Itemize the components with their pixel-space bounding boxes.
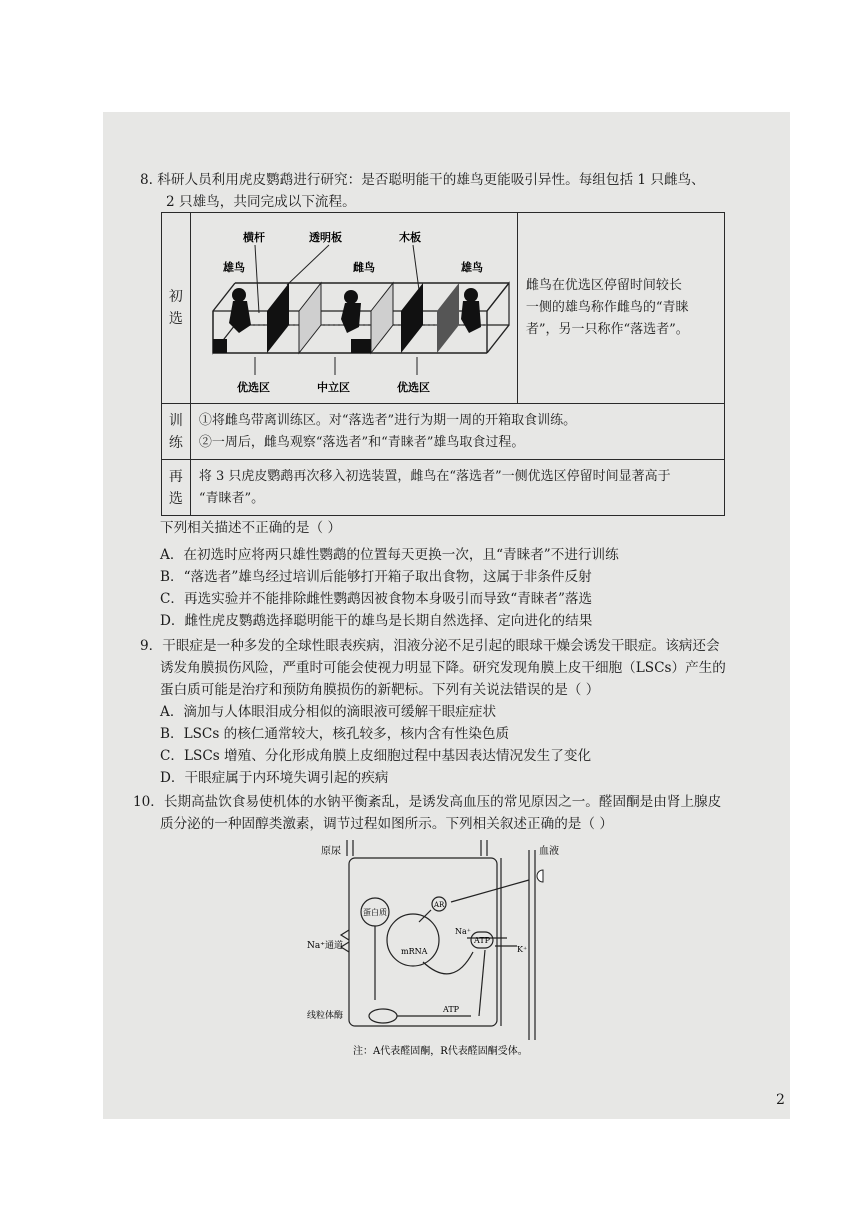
training-description: ①将雌鸟带离训练区。对“落选者”进行为期一周的开箱取食训练。 ②一周后，雌鸟观察“落选者”和“青睐者”雄鸟取食过程。 xyxy=(190,404,724,460)
label-male-left: 雄鸟 xyxy=(222,261,245,274)
stage-initial-selection: 初 选 xyxy=(162,213,191,404)
q9-stem-line2: 诱发角膜损伤风险，严重时可能会使视力明显下降。研究发现角膜上皮干细胞（LSCs）产生的 xyxy=(160,660,726,676)
label-atp-arrow: ATP xyxy=(443,1005,460,1014)
q8-stem-line1: 8. 科研人员利用虎皮鹦鹉进行研究：是否聪明能干的雄鸟更能吸引异性。每组包括 1 只雌鸟、 xyxy=(140,172,705,188)
label-urine: 原尿 xyxy=(321,846,341,857)
label-atp-pump: ATP xyxy=(474,936,491,945)
q8-stem-line2: 2 只雄鸟，共同完成以下流程。 xyxy=(166,194,356,210)
stage-training: 训 练 xyxy=(162,404,191,460)
label-male-right: 雄鸟 xyxy=(460,261,483,274)
reselection-description: 将 3 只虎皮鹦鹉再次移入初选装置，雌鸟在“落选者”一侧优选区停留时间显著高于 “青睐者”。 xyxy=(190,460,724,516)
exam-page xyxy=(103,112,790,1119)
q9-option-c: C．LSCs 增殖、分化形成角膜上皮细胞过程中基因表达情况发生了变化 xyxy=(160,748,592,764)
q10-stem-line2: 质分泌的一种固醇类激素，调节过程如图所示。下列相关叙述正确的是（ ） xyxy=(160,816,613,832)
q9-stem-line3: 蛋白质可能是治疗和预防角膜损伤的新靶标。下列有关说法错误的是（ ） xyxy=(160,682,600,698)
page-number: 2 xyxy=(776,1092,785,1108)
label-mrna: mRNA xyxy=(401,947,428,956)
q9-option-a: A．滴加与人体眼泪成分相似的滴眼液可缓解干眼症症状 xyxy=(160,704,497,720)
q8-option-b: B．“落选者”雄鸟经过培训后能够打开箱子取出食物，这属于非条件反射 xyxy=(160,569,592,585)
q8-option-a: A．在初选时应将两只雄性鹦鹉的位置每天更换一次，且“青睐者”不进行训练 xyxy=(160,547,619,563)
q9-option-b: B．LSCs 的核仁通常较大，核孔较多，核内含有性染色质 xyxy=(160,726,510,742)
stage-reselection: 再 选 xyxy=(162,460,191,516)
diagram-note: 注：A代表醛固酮，R代表醛固酮受体。 xyxy=(353,1046,528,1057)
label-wood-board: 木板 xyxy=(398,231,421,244)
label-preferred-zone-right: 优选区 xyxy=(396,381,430,394)
q8-option-c: C．再选实验并不能排除雌性鹦鹉因被食物本身吸引而导致“青睐者”落选 xyxy=(160,591,593,607)
label-na-channel: Na⁺通道 xyxy=(307,941,343,951)
aldosterone-diagram xyxy=(303,840,583,1060)
bird-apparatus-diagram xyxy=(190,213,517,404)
q8-option-d: D．雌性虎皮鹦鹉选择聪明能干的雄鸟是长期自然选择、定向进化的结果 xyxy=(160,613,593,629)
label-k-ion: K⁺ xyxy=(517,945,528,954)
label-neutral-zone: 中立区 xyxy=(316,381,350,394)
label-preferred-zone-left: 优选区 xyxy=(236,381,270,394)
label-blood: 血液 xyxy=(539,846,559,857)
label-mitochondrial-enzyme: 线粒体酶 xyxy=(307,1011,344,1021)
initial-selection-description: 雌鸟在优选区停留时间较长 一侧的雄鸟称作雌鸟的“青睐 者”，另一只称作“落选者”。 xyxy=(517,213,724,404)
label-perch: 横杆 xyxy=(242,231,265,244)
q9-stem-line1: 9．干眼症是一种多发的全球性眼表疾病，泪液分泌不足引起的眼球干燥会诱发干眼症。该病还会 xyxy=(140,638,720,654)
label-protein: 蛋白质 xyxy=(363,908,387,917)
label-transparent-board: 透明板 xyxy=(308,231,342,244)
label-ar: AR xyxy=(434,901,445,909)
q9-option-d: D．干眼症属于内环境失调引起的疾病 xyxy=(160,770,389,786)
label-na-ion: Na⁺ xyxy=(455,927,471,936)
q10-stem-line1: 10．长期高盐饮食易使机体的水钠平衡紊乱，是诱发高血压的常见原因之一。醛固酮是由肾上腺皮 xyxy=(133,794,722,810)
label-female: 雌鸟 xyxy=(352,261,375,274)
q8-flow-table xyxy=(161,212,725,516)
q8-question: 下列相关描述不正确的是（ ） xyxy=(160,520,342,536)
